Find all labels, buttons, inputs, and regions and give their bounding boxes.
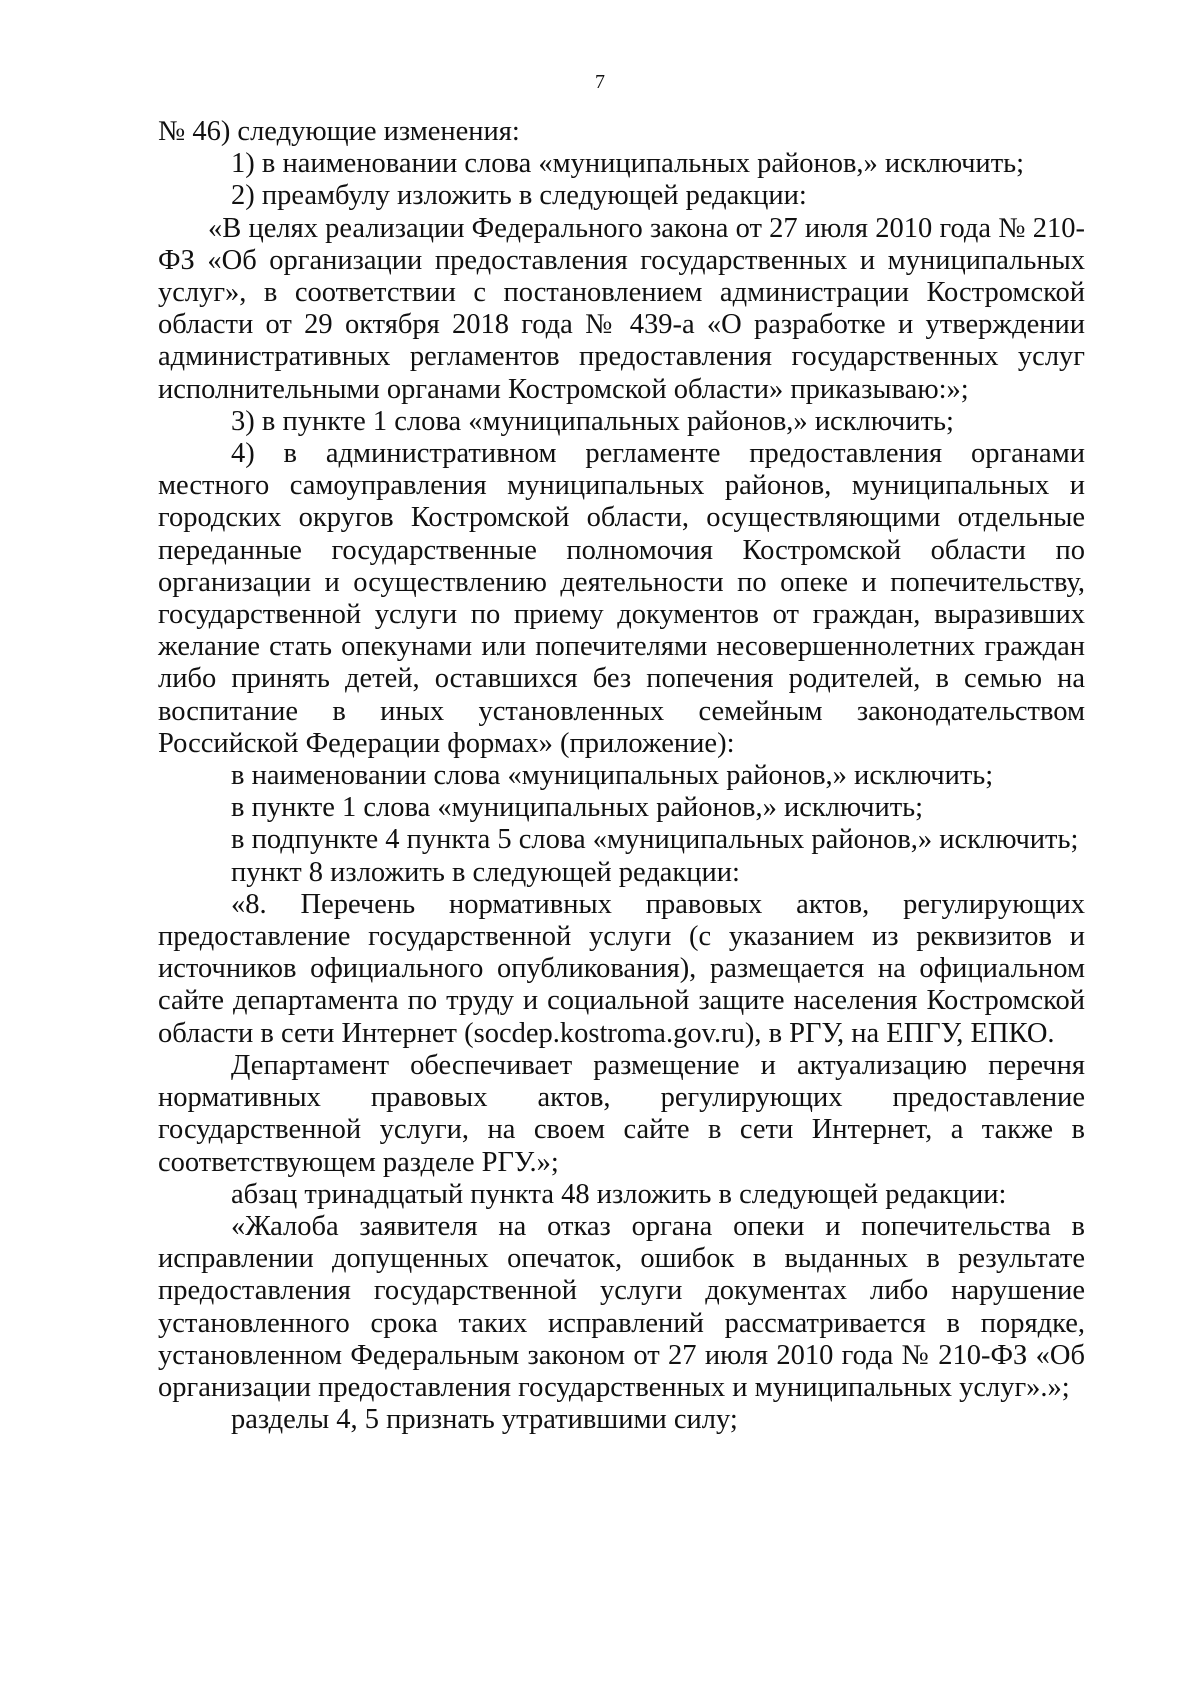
paragraph: в подпункте 4 пункта 5 слова «муниципальных районов,» исключить; [231, 824, 1079, 856]
paragraph: «Жалоба заявителя на отказ органа опеки и попечительства в исправлении допущенных опечаток, ошибок в выданных в результате предоставления государственной услуги документах либо нарушение установленного срока таких исправлений рассматривается в порядке, установленном Федеральным законом от 27 июля 2010 года № 210-ФЗ «Об организации предоставления государственных и муниципальных услуг».»; [158, 1210, 1085, 1403]
paragraph: пункт 8 изложить в следующей редакции: [231, 856, 740, 888]
paragraph: абзац тринадцатый пункта 48 изложить в следующей редакции: [231, 1178, 1007, 1210]
page-number: 7 [595, 71, 605, 93]
paragraph: «8. Перечень нормативных правовых актов, регулирующих предоставление государственной услуги (с указанием из реквизитов и источников официального опубликования), размещается на официальном сайте департамента по труду и социальной защите населения Костромской области в сети Интернет (socdep.kostroma.gov.ru), в РГУ, на ЕПГУ, ЕПКО. [158, 888, 1085, 1049]
paragraph: в пункте 1 слова «муниципальных районов,» исключить; [231, 792, 924, 824]
paragraph: «В целях реализации Федерального закона от 27 июля 2010 года № 210-ФЗ «Об организации предоставления государственных и муниципальных услуг», в соответствии с постановлением администрации Костромской области от 29 октября 2018 года № 439-а «О разработке и утверждении административных регламентов предоставления государственных услуг исполнительными органами Костромской области» приказываю:»; [158, 212, 1085, 405]
paragraph: разделы 4, 5 признать утратившими силу; [231, 1404, 738, 1436]
paragraph: в наименовании слова «муниципальных районов,» исключить; [231, 760, 994, 792]
paragraph: 2) преамбулу изложить в следующей редакции: [231, 180, 807, 212]
paragraph: Департамент обеспечивает размещение и актуализацию перечня нормативных правовых актов, регулирующих предоставление государственной услуги, на своем сайте в сети Интернет, а также в соответствующем разделе РГУ.»; [158, 1049, 1085, 1178]
paragraph: 3) в пункте 1 слова «муниципальных районов,» исключить; [231, 405, 954, 437]
document-body [158, 116, 1085, 1436]
paragraph: 1) в наименовании слова «муниципальных районов,» исключить; [231, 148, 1025, 180]
paragraph: № 46) следующие изменения: [158, 116, 520, 147]
paragraph: 4) в административном регламенте предоставления органами местного самоуправления муниципальных районов, муниципальных и городских округов Костромской области, осуществляющими отдельные переданные государственные полномочия Костромской области по организации и осуществлению деятельности по опеке и попечительству, государственной услуги по приему документов от граждан, выразивших желание стать опекунами или попечителями несовершеннолетних граждан либо принять детей, оставшихся без попечения родителей, в семью на воспитание в иных установленных семейным законодательством Российской Федерации формах» (приложение): [158, 438, 1085, 759]
